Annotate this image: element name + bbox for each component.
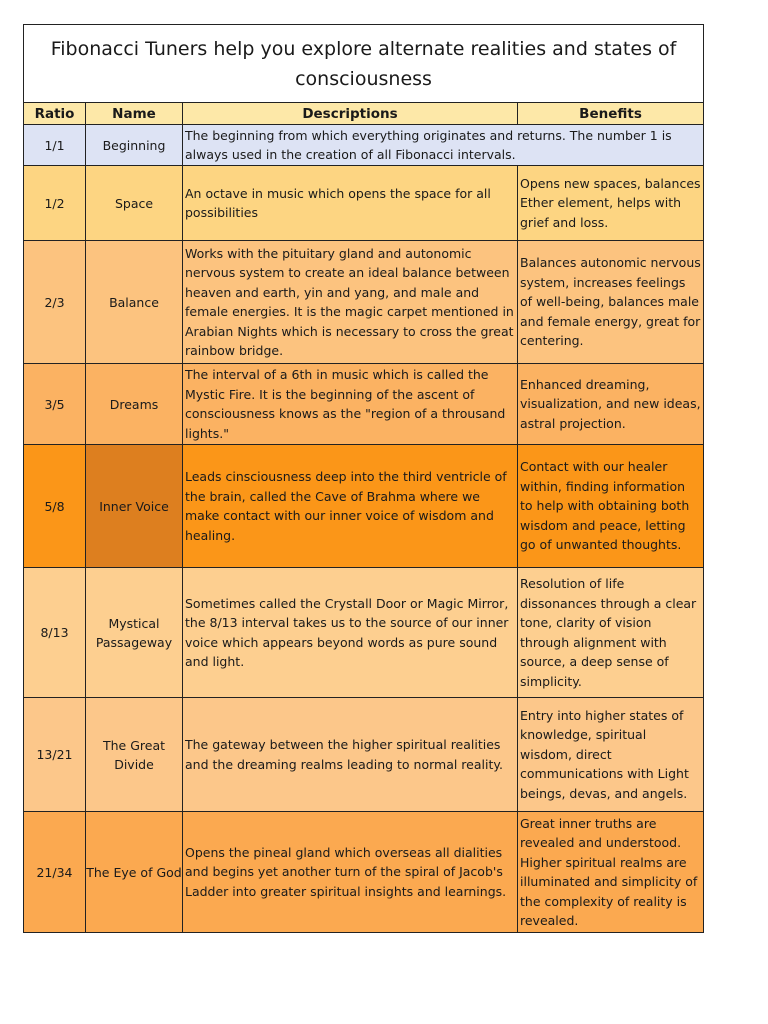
ratio-cell: 13/21 — [24, 698, 86, 812]
table-row — [24, 241, 704, 364]
table-row — [24, 445, 704, 568]
table-title: Fibonacci Tuners help you explore alternate realities and states of consciousness — [24, 25, 704, 103]
table-row — [24, 812, 704, 933]
description-cell: The beginning from which everything originates and returns. The number 1 is always used in the creation of all Fibonacci intervals. — [183, 125, 704, 166]
description-cell: Opens the pineal gland which overseas all dialities and begins yet another turn of the spiral of Jacob's Ladder into greater spiritual insights and learnings. — [183, 812, 518, 933]
table-row — [24, 166, 704, 241]
name-cell: Beginning — [86, 125, 183, 166]
table-row — [24, 568, 704, 698]
benefits-cell: Resolution of life dissonances through a clear tone, clarity of vision through alignment with source, a deep sense of simplicity. — [518, 568, 704, 698]
name-cell: The Eye of God — [86, 812, 183, 933]
header-name: Name — [86, 103, 183, 125]
benefits-cell: Enhanced dreaming, visualization, and new ideas, astral projection. — [518, 364, 704, 445]
ratio-cell: 3/5 — [24, 364, 86, 445]
ratio-cell: 5/8 — [24, 445, 86, 568]
benefits-cell: Balances autonomic nervous system, increases feelings of well-being, balances male and female energy, great for centering. — [518, 241, 704, 364]
name-cell: The Great Divide — [86, 698, 183, 812]
name-cell: Space — [86, 166, 183, 241]
name-cell: Dreams — [86, 364, 183, 445]
description-cell: The interval of a 6th in music which is called the Mystic Fire. It is the beginning of the ascent of consciousness knows as the "region of a throusand lights." — [183, 364, 518, 445]
ratio-cell: 21/34 — [24, 812, 86, 933]
ratio-cell: 2/3 — [24, 241, 86, 364]
table-row — [24, 125, 704, 166]
name-cell: Mystical Passageway — [86, 568, 183, 698]
description-cell: Leads cinsciousness deep into the third ventricle of the brain, called the Cave of Brahma where we make contact with our inner voice of wisdom and healing. — [183, 445, 518, 568]
table-row — [24, 698, 704, 812]
name-cell: Balance — [86, 241, 183, 364]
table-row — [24, 364, 704, 445]
header-benefits: Benefits — [518, 103, 704, 125]
ratio-cell: 1/1 — [24, 125, 86, 166]
name-cell: Inner Voice — [86, 445, 183, 568]
title-row — [24, 25, 704, 103]
header-ratio: Ratio — [24, 103, 86, 125]
header-descriptions: Descriptions — [183, 103, 518, 125]
description-cell: An octave in music which opens the space for all possibilities — [183, 166, 518, 241]
benefits-cell: Great inner truths are revealed and understood. Higher spiritual realms are illuminated and simplicity of the complexity of reality is revealed. — [518, 812, 704, 933]
benefits-cell: Opens new spaces, balances Ether element, helps with grief and loss. — [518, 166, 704, 241]
header-row — [24, 103, 704, 125]
benefits-cell: Entry into higher states of knowledge, spiritual wisdom, direct communications with Light beings, devas, and angels. — [518, 698, 704, 812]
fibonacci-table — [23, 24, 704, 933]
ratio-cell: 1/2 — [24, 166, 86, 241]
description-cell: Sometimes called the Crystall Door or Magic Mirror, the 8/13 interval takes us to the source of our inner voice which appears beyond words as pure sound and light. — [183, 568, 518, 698]
description-cell: The gateway between the higher spiritual realities and the dreaming realms leading to normal reality. — [183, 698, 518, 812]
description-cell: Works with the pituitary gland and autonomic nervous system to create an ideal balance between heaven and earth, yin and yang, and male and female energies. It is the magic carpet mentioned in Arabian Nights which is necessary to cross the great rainbow bridge. — [183, 241, 518, 364]
ratio-cell: 8/13 — [24, 568, 86, 698]
benefits-cell: Contact with our healer within, finding information to help with obtaining both wisdom and peace, letting go of unwanted thoughts. — [518, 445, 704, 568]
